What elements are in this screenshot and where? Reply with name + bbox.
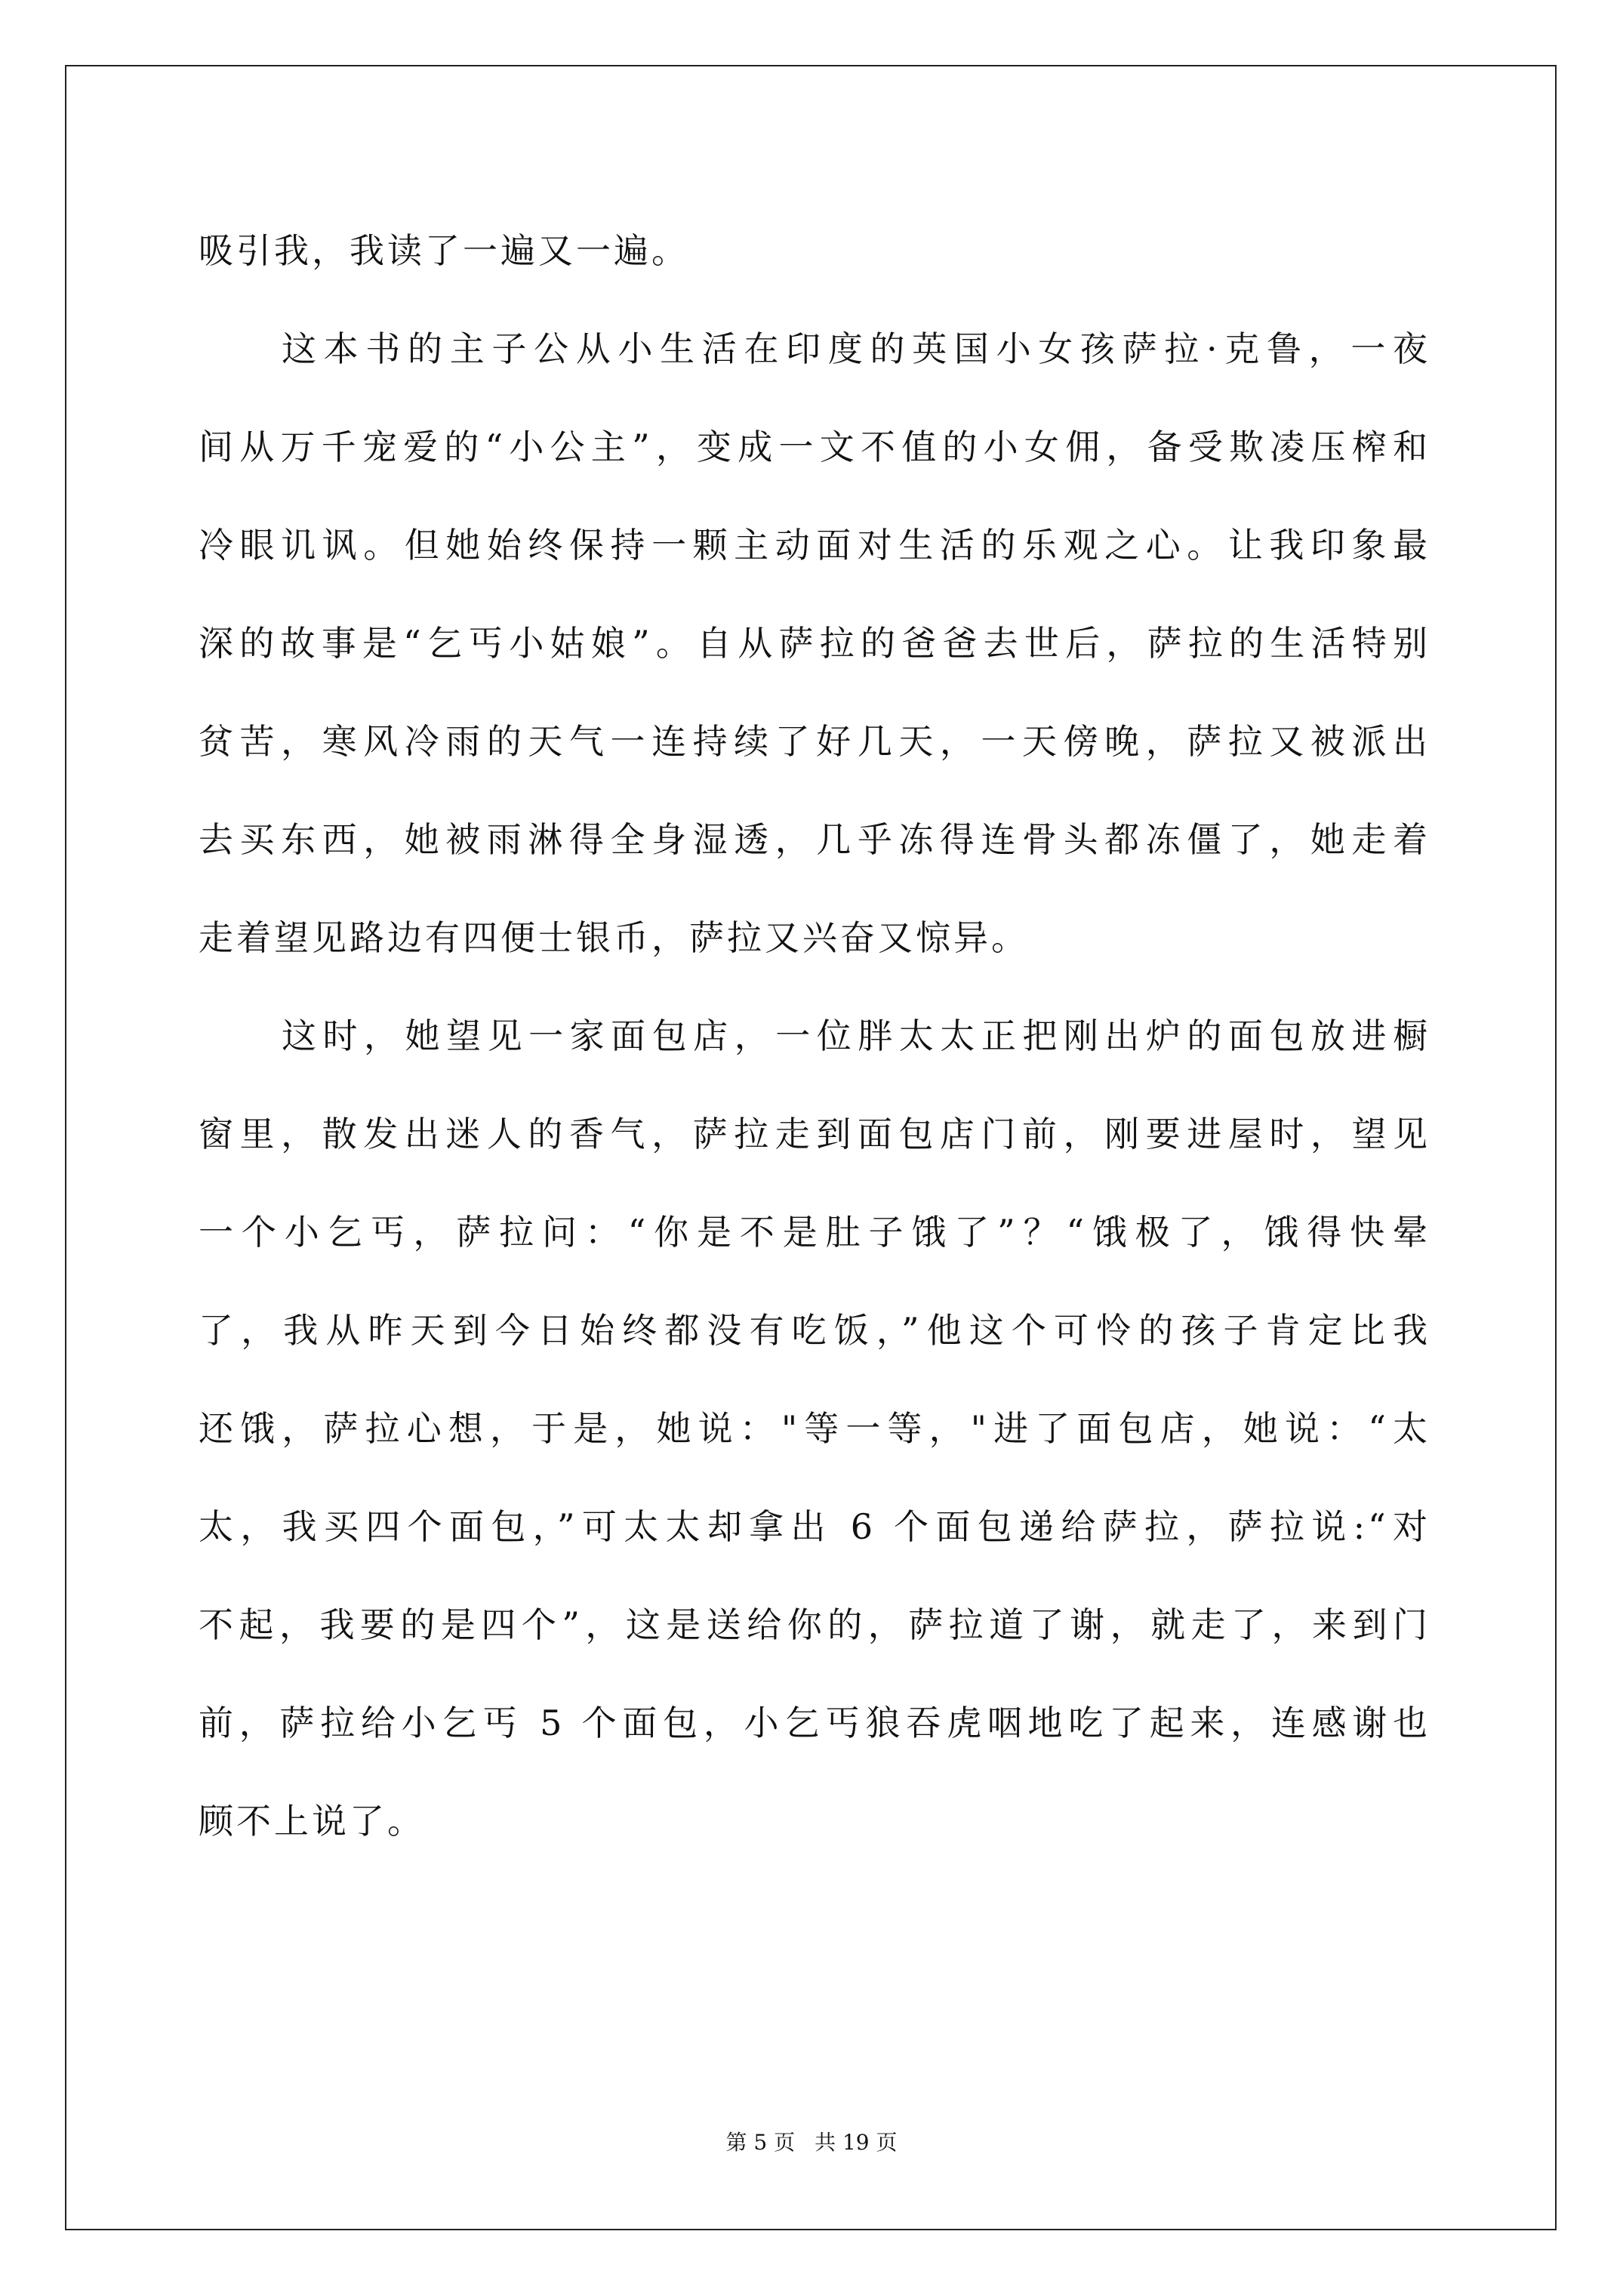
text-line: 窗里，散发出迷人的香气，萨拉走到面包店门前，刚要进屋时，望见 — [199, 1114, 1431, 1154]
document-body — [199, 216, 1431, 1885]
text-line: 去买东西，她被雨淋得全身湿透，几乎冻得连骨头都冻僵了，她走着 — [199, 819, 1431, 860]
text-line: 贫苦，寒风冷雨的天气一连持续了好几天，一天傍晚，萨拉又被派出 — [199, 721, 1431, 762]
text-line: 了，我从昨天到今日始终都没有吃饭，”他这个可怜的孩子肯定比我 — [199, 1310, 1431, 1351]
page-total: 共 19 页 — [815, 2130, 898, 2155]
paragraph-start-line: 这时，她望见一家面包店，一位胖太太正把刚出炉的面包放进橱 — [282, 1015, 1431, 1056]
text-line: 深的故事是“乞丐小姑娘”。自从萨拉的爸爸去世后，萨拉的生活特别 — [199, 623, 1431, 664]
paragraph-start-line: 这本书的主子公从小生活在印度的英国小女孩萨拉·克鲁，一夜 — [282, 328, 1431, 369]
page-number: 第 5 页 — [725, 2130, 796, 2155]
text-line: 不起，我要的是四个”，这是送给你的，萨拉道了谢，就走了，来到门 — [199, 1604, 1431, 1645]
text-line: 走着望见路边有四便士银币，萨拉又兴奋又惊异。 — [199, 917, 1029, 958]
text-line: 顾不上说了。 — [199, 1801, 425, 1841]
text-line: 冷眼讥讽。但她始终保持一颗主动面对生活的乐观之心。让我印象最 — [199, 525, 1431, 566]
text-line: 一个小乞丐，萨拉问：“你是不是肚子饿了”？“饿极了，饿得快晕 — [199, 1212, 1431, 1253]
text-line: 间从万千宠爱的“小公主”，变成一文不值的小女佣，备受欺凌压榨和 — [199, 427, 1431, 467]
text-line: 前，萨拉给小乞丐 5 个面包，小乞丐狼吞虎咽地吃了起来，连感谢也 — [199, 1703, 1431, 1743]
text-line: 太，我买四个面包，”可太太却拿出 6 个面包递给萨拉，萨拉说:“对 — [199, 1506, 1431, 1547]
text-line: 还饿，萨拉心想，于是，她说："等一等，"进了面包店，她说：“太 — [199, 1408, 1431, 1449]
page-footer — [0, 2128, 1623, 2158]
text-line: 吸引我，我读了一遍又一遍。 — [199, 230, 689, 271]
